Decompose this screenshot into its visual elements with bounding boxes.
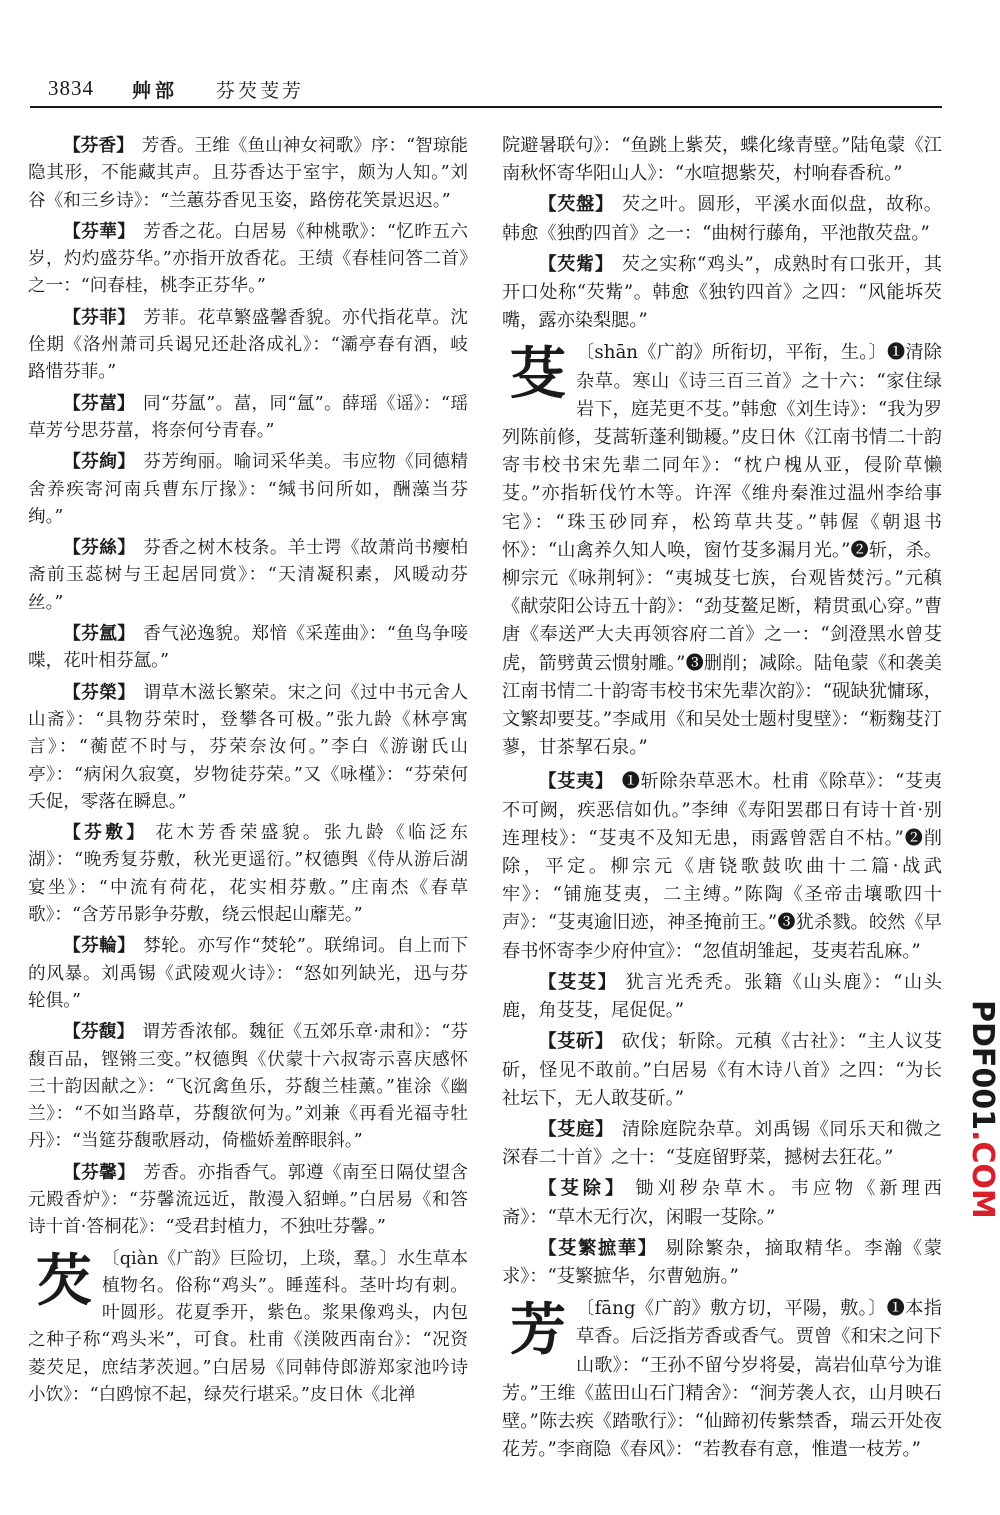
continued-text: 院避暑联句》：“鱼跳上紫芡，蝶化缘青壁。”陆龟蒙《江南秋怀寄华阳山人》：“水喧揌紫芡，村响春香秔。” (502, 135, 942, 185)
entry-text: 同“芬氲”。葍，同“氲”。薛瑶《谣》：“瑶草芳兮思芬葍，将奈何兮青春。” (28, 393, 468, 441)
entry (502, 251, 942, 336)
watermark-suffix: .COM (965, 1130, 1000, 1219)
entry-text: 芳香之花。白居易《种桃歌》：“忆昨五六岁，灼灼盛芬华。”亦指开放香花。王绩《春桂问答二首》之一：“问春桂，桃李正芬华。” (28, 221, 468, 297)
entry-headword: 【芟除】 (538, 1178, 628, 1200)
entry-headword: 【芟芟】 (538, 971, 618, 993)
entry-text: 谓芳香浓郁。魏征《五郊乐章·肃和》：“芬馥百品，铿锵三变。”权德舆《伏蒙十六叔寄示喜庆感怀三十韵因献之》：“飞沉禽鱼乐，芬馥兰桂薰。”崔涂《幽兰》：“不如当路草，芬馥欲何为。”刘兼《再看光福寺牡丹》：“当筵芬馥歌唇动，倚槛娇羞醉眼斜。” (28, 1022, 468, 1152)
right-column (502, 132, 942, 1470)
entry-text: 花木芳香荣盛貌。张九龄《临泛东湖》：“晚秀复芬敷，秋光更遥衍。”权德舆《侍从游后湖宴坐》：“中流有荷花，花实相芬敷。”庄南杰《春草歌》：“含芳吊影争芬敷，绕云恨起山蘼芜。” (28, 823, 468, 926)
entry (28, 304, 468, 387)
character-entry-shan (502, 339, 942, 762)
character-definition: 〔shān《广韵》所衔切，平衔，生。〕❶清除杂草。寒山《诗三百三首》之十六：“家住绿岩下，庭芜更不芟。”韩愈《刘生诗》：“我为罗列陈前修，芟蒿斩蓬利锄耰。”皮日休《江南书情二十韵寄韦校书宋先辈二同年》：“枕户槐从亚，侵阶草懒芟。”亦指斩伐竹木等。许浑《维舟秦淮过温州李给事宅》：“珠玉砂同弃，松筠草共芟。”韩偓《朝退书怀》：“山禽养久知人唤，窗竹芟多漏月光。”❷斩，杀。柳宗元《咏荆轲》：“夷城芟七族，台观皆焚污。”元稹《献荥阳公诗五十韵》：“劲芟鳌足断，精贯虱心穿。”曹唐《奉送严大夫再领容府二首》之一：“剑澄黑水曾芟虎，箭劈黄云惯射雕。”❸删削；减除。陆龟蒙《和袭美江南书情二十韵寄韦校书宋先辈次韵》：“砚缺犹慵琢，文繁却要芟。”李咸用《和吴处士题村叟壁》：“粝麴芟汀蓼，甘茶挈石泉。” (502, 342, 942, 759)
entry (502, 969, 942, 1025)
entry-text: 香气泌逸貌。郑愔《采莲曲》：“鱼鸟争唼喋，花叶相芬氲。” (28, 624, 468, 672)
entry-headword: 【芬氲】 (63, 623, 136, 645)
entry (502, 1116, 942, 1172)
entry-headword: 【芬香】 (63, 135, 134, 156)
head-character: 芳 (510, 1298, 566, 1364)
entry-headword: 【芬絢】 (63, 451, 136, 473)
entry-text: 芳菲。花草繁盛馨香貌。亦代指花草。沈佺期《洛州萧司兵谒兄还赴洛成礼》：“灞亭春有酒，岐路惜芬菲。” (28, 307, 468, 383)
character-definition: 〔qiàn《广韵》巨险切，上琰，羣。〕水生草本植物名。俗称“鸡头”。睡莲科。茎叶均有刺。叶圆形。花夏季开，紫色。浆果像鸡头，内包之种子称“鸡头米”，可食。杜甫《渼陂西南台》：“况资菱芡足，庶结茅茨迥。”白居易《同韩侍郎游郑家池吟诗小饮》：“白鸥惊不起，绿芡行堪采。”皮日休《北禅 (28, 1248, 468, 1406)
entry (28, 620, 468, 676)
entry-headword: 【芟斫】 (538, 1031, 614, 1053)
entry-headword: 【芬菲】 (63, 306, 136, 328)
page-header (30, 72, 942, 108)
entry (28, 679, 468, 816)
entry-text: 砍伐；斩除。元稹《古社》：“主人议芟斫，怪见不敢前。”白居易《有木诗八首》之四：“为长社坛下，无人敢芟斫。” (502, 1031, 942, 1109)
entry-text: 清除庭院杂草。刘禹锡《同乐天和微之深春二十首》之十：“芟庭留野菜，撼树去狂花。” (502, 1118, 942, 1169)
entry (28, 1018, 468, 1155)
character-definition: 〔fāng《广韵》敷方切，平陽，敷。〕❶本指草香。后泛指芳香或香气。贾曾《和宋之问下山歌》：“王孙不留兮岁将晏，嵩岩仙草兮为谁芳。”王维《蓝田山石门精舍》：“涧芳袭人衣，山月映石壁。”陈去疾《踏歌行》：“仙蹄初传紫禁香，瑞云开处夜花芳。”李商隐《春风》：“若教春有意，惟遣一枝芳。” (502, 1298, 942, 1461)
entry-text: 谓草木滋长繁荣。宋之问《过中书元舍人山斋》：“具物芬荣时，登攀各可极。”张九龄《林亭寓言》：“蘅茝不时与，芬荣奈汝何。”李白《游谢氏山亭》：“病闲久寂寞，岁物徒芬荣。”又《咏槿》：“芬荣何夭促，零落在瞬息。” (28, 682, 468, 812)
section-name: 艸部 (132, 80, 179, 102)
entry (28, 218, 468, 301)
watermark-logo (965, 1000, 1000, 1219)
entry-text: 芳香。王维《鱼山神女祠歌》序：“智琼能隐其形，不能藏其声。且芬香达于室宇，颇为人知。”刘谷《和三乡诗》：“兰蕙芬香见玉姿，路傍花笑景迟迟。” (28, 136, 468, 211)
entry (502, 1028, 942, 1113)
entry-text: 芬香之树木枝条。羊士谔《故萧尚书瘿柏斋前玉蕊树与王起居同赏》：“天清凝积素，风暖动芬丝。” (28, 538, 468, 613)
entry-headword: 【芬榮】 (63, 681, 136, 703)
head-character: 芡 (36, 1248, 92, 1314)
character-entry-qian (28, 1246, 468, 1410)
entry-text: 棼轮。亦写作“焚轮”。联绵词。自上而下的风暴。刘禹锡《武陵观火诗》：“怒如列缺光，迅与芬轮俱。” (28, 936, 468, 1011)
entry (28, 448, 468, 531)
entry-text: ❶斩除杂草恶木。杜甫《除草》：“芟夷不可阙，疾恶信如仇。”李绅《寿阳罢郡日有诗十首·别连理枝》：“芟夷不及知无患，雨露曾霑自不枯。”❷削除，平定。柳宗元《唐铙歌鼓吹曲十二篇·战武牢》：“铺施芟夷，二主缚。”陈陶《圣帝击壤歌四十声》：“芟夷逾旧迹，神圣掩前王。”❸犹杀戮。皎然《早春书怀寄李少府仲宣》：“忽值胡雏起，芟夷若乱麻。” (502, 771, 942, 962)
entry (28, 932, 468, 1015)
entry-headword: 【芟繁摭華】 (538, 1237, 658, 1259)
entry-headword: 【芟庭】 (538, 1118, 614, 1140)
character-entry-fang (502, 1295, 942, 1464)
entry-headword: 【芡觜】 (538, 253, 614, 275)
header-characters: 芬芡芰芳 (216, 80, 305, 102)
entry-headword: 【芡盤】 (538, 194, 614, 216)
entry (28, 132, 468, 215)
entry (502, 1175, 942, 1231)
left-column (28, 132, 468, 1415)
entry-text: 芡之叶。圆形，平溪水面似盘，故称。韩愈《独酌四首》之一：“曲树行藤角，平池散芡盘。” (502, 194, 942, 244)
page-number: 3834 (48, 76, 94, 100)
entry-text: 犹言光秃秃。张籍《山头鹿》：“山头鹿，角芟芟，尾促促。” (502, 971, 942, 1022)
head-character: 芟 (510, 342, 566, 408)
entry-headword: 【芬絲】 (63, 537, 136, 559)
entry-headword: 【芟夷】 (538, 771, 614, 793)
entry (502, 191, 942, 247)
entry-headword: 【芬馥】 (63, 1021, 135, 1043)
entry (28, 819, 468, 929)
entry (28, 390, 468, 446)
entry-headword: 【芬葍】 (63, 392, 136, 414)
watermark-prefix: PDF001 (965, 1000, 1000, 1131)
entry-text: 芬芳绚丽。喻词采华美。韦应物《同德精舍养疾寄河南兵曹东厅掾》：“缄书问所如，酬藻当芬绚。” (28, 452, 468, 527)
entry-text: 芳香。亦指香气。郭遵《南至日隔仗望含元殿香炉》：“芬馨流远近，散漫入貂蝉。”白居易《和答诗十首·答桐花》：“受君封植力，不独吐芬馨。” (28, 1162, 468, 1238)
entry (502, 768, 942, 965)
entry (28, 1159, 468, 1242)
entry (502, 1235, 942, 1291)
entry-headword: 【芬敷】 (63, 822, 148, 844)
entry-text: 芡之实称“鸡头”，成熟时有口张开，其开口处称“芡觜”。韩愈《独钓四首》之四：“风能坼芡嘴，露亦染梨腮。” (502, 253, 942, 332)
entry-text: 锄刈秽杂草木。韦应物《新理西斋》：“草木无行次，闲暇一芟除。” (502, 1178, 942, 1228)
entry-headword: 【芬馨】 (63, 1161, 136, 1183)
entry-text: 剔除繁杂，摘取精华。李瀚《蒙求》：“芟繁摭华，尔曹勉旃。” (502, 1237, 942, 1287)
entry (28, 534, 468, 617)
entry-headword: 【芬華】 (63, 220, 136, 242)
entry-headword: 【芬輪】 (63, 935, 136, 957)
